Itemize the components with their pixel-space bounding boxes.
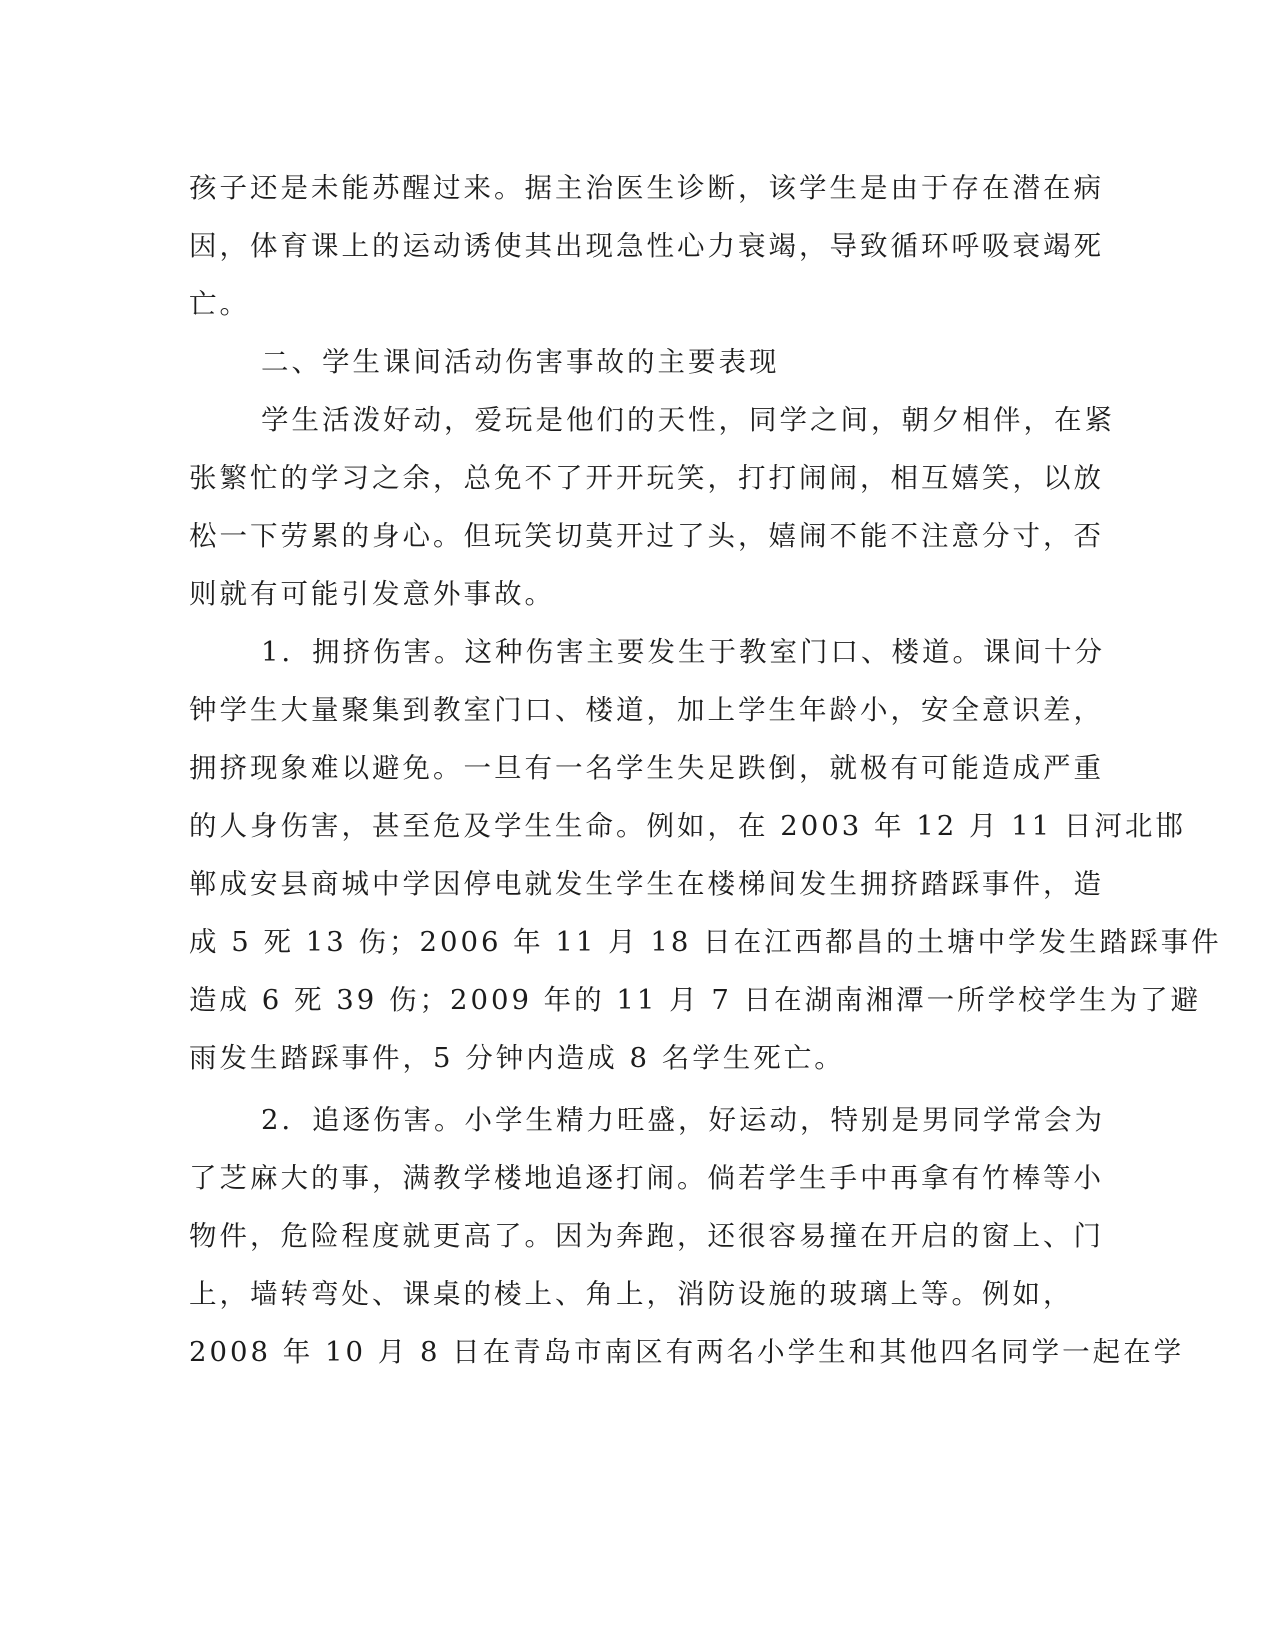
text-line: 松一下劳累的身心。但玩笑切莫开过了头，嬉闹不能不注意分寸，否 bbox=[189, 520, 1104, 552]
text-line: 拥挤现象难以避免。一旦有一名学生失足跌倒，就极有可能造成严重 bbox=[189, 752, 1104, 784]
text-line: 造成 6 死 39 伤；2009 年的 11 月 7 日在湖南湘潭一所学校学生为了避 bbox=[189, 984, 1202, 1016]
text-line: 成 5 死 13 伤；2006 年 11 月 18 日在江西都昌的土塘中学发生踏踩事件 bbox=[189, 926, 1222, 958]
text-line: 上，墙转弯处、课桌的棱上、角上，消防设施的玻璃上等。例如， bbox=[189, 1278, 1074, 1310]
text-line: 郸成安县商城中学因停电就发生学生在楼梯间发生拥挤踏踩事件，造 bbox=[189, 868, 1104, 900]
text-line: 张繁忙的学习之余，总免不了开开玩笑，打打闹闹，相互嬉笑，以放 bbox=[189, 462, 1104, 494]
text-line: 亡。 bbox=[189, 288, 250, 320]
text-line: 钟学生大量聚集到教室门口、楼道，加上学生年龄小，安全意识差， bbox=[189, 694, 1104, 726]
text-line: 雨发生踏踩事件，5 分钟内造成 8 名学生死亡。 bbox=[189, 1042, 845, 1074]
text-line: 了芝麻大的事，满教学楼地追逐打闹。倘若学生手中再拿有竹棒等小 bbox=[189, 1162, 1104, 1194]
text-line: 2．追逐伤害。小学生精力旺盛，好运动，特别是男同学常会为 bbox=[261, 1104, 1105, 1136]
section-heading: 二、学生课间活动伤害事故的主要表现 bbox=[261, 346, 780, 378]
text-line: 学生活泼好动，爱玩是他们的天性，同学之间，朝夕相伴，在紧 bbox=[261, 404, 1115, 436]
text-line: 因，体育课上的运动诱使其出现急性心力衰竭，导致循环呼吸衰竭死 bbox=[189, 230, 1104, 262]
text-line: 1．拥挤伤害。这种伤害主要发生于教室门口、楼道。课间十分 bbox=[261, 636, 1105, 668]
text-line: 物件，危险程度就更高了。因为奔跑，还很容易撞在开启的窗上、门 bbox=[189, 1220, 1104, 1252]
text-line: 孩子还是未能苏醒过来。据主治医生诊断，该学生是由于存在潜在病 bbox=[189, 172, 1104, 204]
text-line: 的人身伤害，甚至危及学生生命。例如，在 2003 年 12 月 11 日河北邯 bbox=[189, 810, 1186, 842]
text-line: 2008 年 10 月 8 日在青岛市南区有两名小学生和其他四名同学一起在学 bbox=[189, 1336, 1185, 1368]
text-line: 则就有可能引发意外事故。 bbox=[189, 578, 555, 610]
